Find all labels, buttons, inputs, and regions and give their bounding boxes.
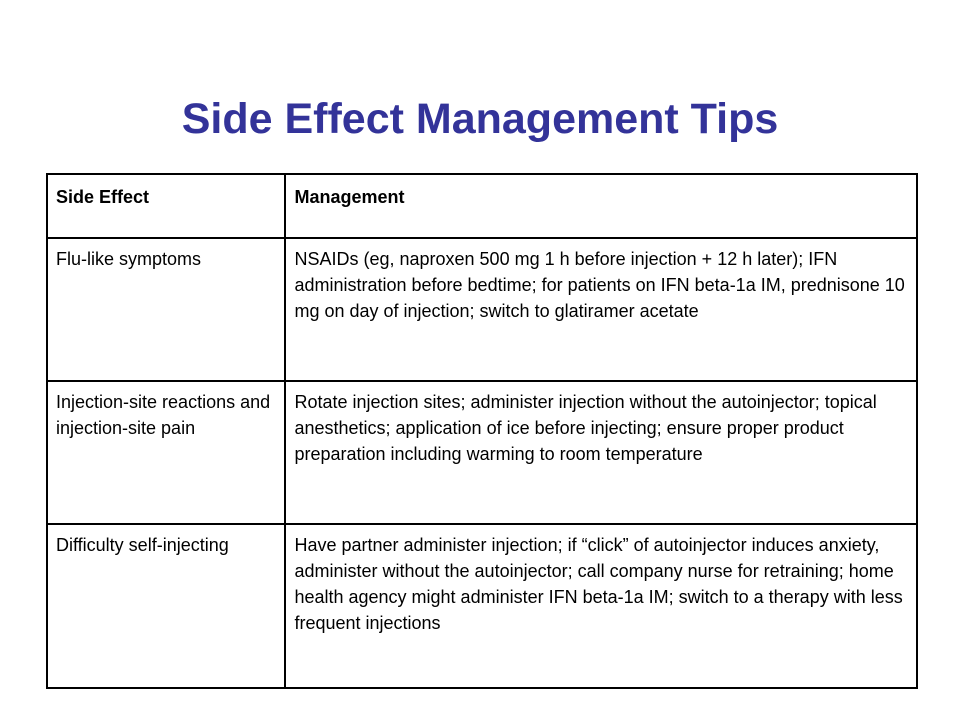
header-management: Management: [285, 174, 917, 238]
management-cell: Have partner administer injection; if “click” of autoinjector induces anxiety, administer without the autoinjector; call company nurse for retraining; home health agency might administer IFN beta-1a IM; switch to a therapy with less frequent injections: [285, 524, 917, 688]
side-effect-cell: Difficulty self-injecting: [47, 524, 285, 688]
side-effect-cell: Flu-like symptoms: [47, 238, 285, 381]
table-row: [47, 238, 917, 381]
side-effect-table: [46, 173, 918, 689]
table-header-row: [47, 174, 917, 238]
slide-title: Side Effect Management Tips: [181, 95, 779, 143]
table-row: [47, 524, 917, 688]
management-cell: NSAIDs (eg, naproxen 500 mg 1 h before injection + 12 h later); IFN administration before bedtime; for patients on IFN beta-1a IM, prednisone 10 mg on day of injection; switch to glatiramer acetate: [285, 238, 917, 381]
management-cell: Rotate injection sites; administer injection without the autoinjector; topical anesthetics; application of ice before injecting; ensure proper product preparation including warming to room temperature: [285, 381, 917, 524]
side-effect-cell: Injection-site reactions and injection-site pain: [47, 381, 285, 524]
header-side-effect: Side Effect: [47, 174, 285, 238]
table-row: [47, 381, 917, 524]
